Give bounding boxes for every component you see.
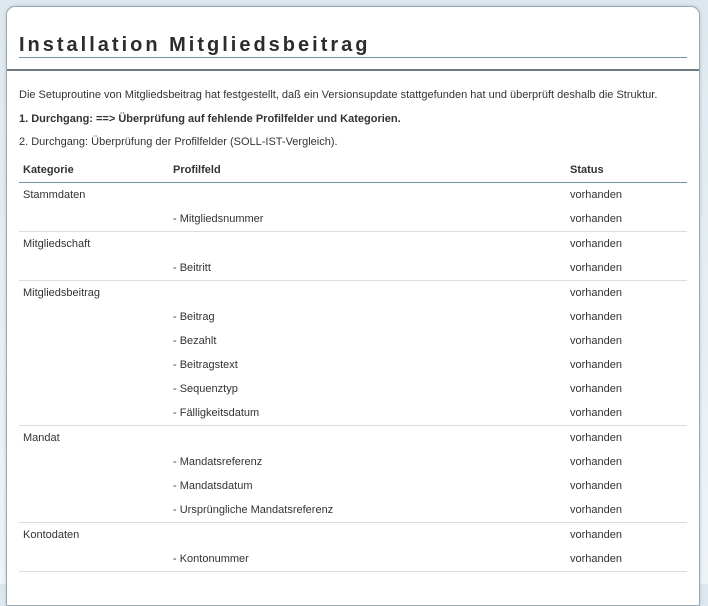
cell-kategorie — [19, 547, 169, 572]
cell-profilfeld: - Kontonummer — [169, 547, 566, 572]
content-area — [7, 71, 699, 572]
cell-profilfeld: - Ursprüngliche Mandatsreferenz — [169, 498, 566, 523]
cell-status: vorhanden — [570, 432, 622, 444]
table-row — [19, 329, 687, 353]
cell-profilfeld: - Mandatsreferenz — [173, 456, 263, 468]
cell-status: vorhanden — [566, 401, 687, 426]
cell-status: vorhanden — [566, 256, 687, 281]
header-kategorie: Kategorie — [19, 160, 169, 183]
cell-profilfeld: - Bezahlt — [173, 335, 217, 347]
cell-status: vorhanden — [570, 359, 622, 371]
table-row — [19, 305, 687, 329]
header-status: Status — [566, 160, 687, 183]
cell-status: vorhanden — [570, 480, 622, 492]
cell-profilfeld: - Beitrag — [173, 311, 215, 323]
cell-profilfeld — [169, 232, 566, 257]
cell-kategorie: Mitgliedsbeitrag — [23, 287, 101, 299]
table-row — [19, 232, 687, 257]
cell-status: vorhanden — [566, 207, 687, 232]
cell-status: vorhanden — [566, 498, 687, 523]
cell-kategorie: Mitgliedschaft — [23, 238, 91, 250]
cell-profilfeld — [169, 426, 566, 451]
cell-profilfeld — [169, 183, 566, 208]
cell-profilfeld: - Mandatsdatum — [173, 480, 253, 492]
cell-profilfeld: - Sequenztyp — [173, 383, 238, 395]
table-row — [19, 256, 687, 281]
cell-status: vorhanden — [566, 547, 687, 572]
table-row — [19, 450, 687, 474]
cell-kategorie — [19, 305, 169, 329]
table-row — [19, 183, 687, 208]
intro-text: Die Setuproutine von Mitgliedsbeitrag hat festgestellt, daß ein Versionsupdate stattgefunden hat und überprüft deshalb die Struktur. — [19, 89, 658, 101]
cell-profilfeld — [169, 523, 566, 548]
cell-profilfeld: - Fälligkeitsdatum — [169, 401, 566, 426]
table-body — [19, 183, 687, 572]
cell-kategorie — [19, 256, 169, 281]
cell-kategorie — [19, 401, 169, 426]
cell-status: vorhanden — [570, 383, 622, 395]
table-row — [19, 474, 687, 498]
step2-text: 2. Durchgang: Überprüfung der Profilfelder (SOLL-IST-Vergleich). — [19, 136, 338, 148]
table-row — [19, 426, 687, 451]
cell-status: vorhanden — [570, 238, 622, 250]
table-row — [19, 547, 687, 572]
cell-status: vorhanden — [570, 529, 622, 541]
header-profilfeld: Profilfeld — [169, 160, 566, 183]
cell-status: vorhanden — [570, 311, 622, 323]
profile-fields-table — [19, 160, 687, 572]
cell-status: vorhanden — [570, 335, 622, 347]
table-row — [19, 401, 687, 426]
table-header-row — [19, 160, 687, 183]
table-row — [19, 377, 687, 401]
cell-kategorie: Stammdaten — [23, 189, 86, 201]
cell-kategorie — [19, 207, 169, 232]
table-row — [19, 523, 687, 548]
table-row — [19, 281, 687, 306]
cell-kategorie — [19, 353, 169, 377]
cell-kategorie — [19, 377, 169, 401]
main-panel — [6, 6, 700, 606]
cell-kategorie — [19, 329, 169, 353]
cell-status: vorhanden — [570, 287, 622, 299]
cell-status: vorhanden — [570, 456, 622, 468]
cell-profilfeld: - Beitragstext — [173, 359, 238, 371]
cell-kategorie: Kontodaten — [23, 529, 80, 541]
table-row — [19, 353, 687, 377]
cell-kategorie — [19, 498, 169, 523]
panel-header — [7, 7, 699, 71]
cell-status: vorhanden — [570, 189, 622, 201]
cell-profilfeld — [169, 281, 566, 306]
step1-text: 1. Durchgang: ==> Überprüfung auf fehlende Profilfelder und Kategorien. — [19, 113, 401, 125]
cell-profilfeld: - Mitgliedsnummer — [169, 207, 566, 232]
table-row — [19, 498, 687, 523]
cell-kategorie — [19, 450, 169, 474]
page-title: Installation Mitgliedsbeitrag — [19, 34, 687, 58]
table-row — [19, 207, 687, 232]
cell-kategorie — [19, 474, 169, 498]
cell-kategorie: Mandat — [23, 432, 60, 444]
cell-profilfeld: - Beitritt — [169, 256, 566, 281]
